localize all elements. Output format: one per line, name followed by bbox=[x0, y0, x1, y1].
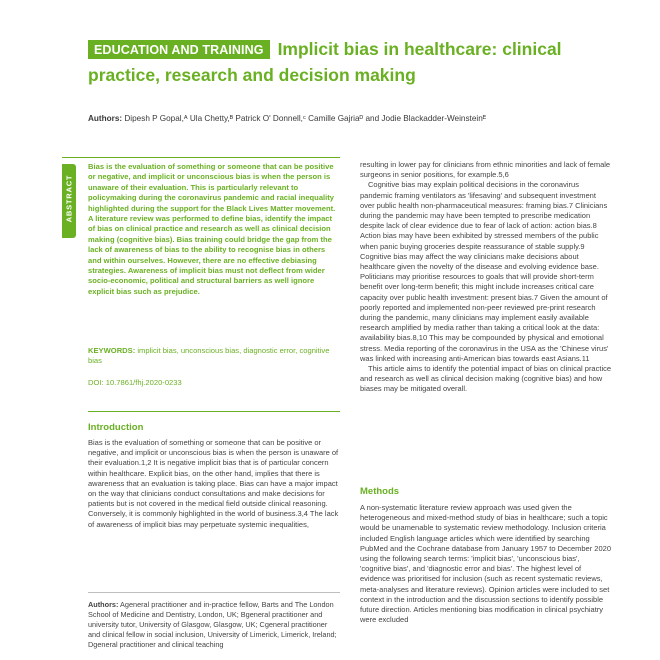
article-title: Implicit bias in healthcare: clinical practice, research and decision making bbox=[88, 39, 562, 85]
doi[interactable]: DOI: 10.7861/fhj.2020-0233 bbox=[88, 378, 182, 387]
affiliations-label: Authors: bbox=[88, 600, 119, 609]
abstract-tab-label: ABSTRACT bbox=[64, 174, 74, 223]
introduction-heading: Introduction bbox=[88, 422, 144, 433]
keywords-list: implicit bias, unconscious bias, diagnostic error, cognitive bias bbox=[88, 346, 330, 366]
affiliations-divider bbox=[88, 592, 340, 593]
right-paragraph-3: This article aims to identify the potential impact of bias on clinical practice and research as well as clinical decision making (cognitive bias) and how biases may be mitigated overall. bbox=[360, 364, 612, 394]
author-names: Dipesh P Gopal,ᴬ Ula Chetty,ᴮ Patrick O' Donnell,ᶜ Camille Gajriaᴰ and Jodie Blackadder-Weinsteinᴱ bbox=[124, 114, 487, 123]
authors-label: Authors: bbox=[88, 114, 123, 123]
right-paragraph-1: resulting in lower pay for clinicians from ethnic minorities and lack of female surgeons in senior positions, for example.5,6 bbox=[360, 160, 611, 180]
abstract-text: Bias is the evaluation of something or someone that can be positive or negative, and implicit or unconscious bias is when the person is unaware of their evaluation. This is particularly relevant to policymaking during the coronavirus pandemic and racial inequality highlighted during the support for the Black Lives Matter movement. A literature review was performed to define bias, identify the impact of bias on clinical practice and research as well as clinical decision making (cognitive bias). Bias training could bridge the gap from the lack of awareness of bias to the ability to recognise bias in others and within ourselves. However, there are no effective debiasing strategies. Awareness of implicit bias must not deflect from wider socio-economic, political and structural barriers as well ignore explicit bias such as prejudice. bbox=[88, 162, 336, 296]
section-badge: EDUCATION AND TRAINING bbox=[88, 40, 270, 59]
methods-heading: Methods bbox=[360, 486, 400, 497]
methods-text: A non-systematic literature review approach was used given the heterogeneous and mixed-method study of bias in healthcare; such a topic would be unamenable to systematic review methodology. Inclusion criteria included English language articles which were identified by searching PubMed and the Cochrane database from January 1957 to December 2020 using the following search terms: 'implicit bias', 'unconscious bias', 'cognitive bias', and 'diagnostic error and bias'. The highest level of evidence was prioritised for inclusion (such as recent systematic reviews, meta-analyses and literature reviews). Opinion articles were included to set context in the introduction and the discussion sections to identify possible future direction. Articles mentioning bias modification in clinical psychiatry were excluded bbox=[360, 503, 611, 625]
keywords bbox=[88, 346, 338, 367]
author-list bbox=[88, 114, 628, 123]
article-header bbox=[88, 36, 608, 88]
keywords-label: KEYWORDS: bbox=[88, 346, 136, 355]
right-paragraph-2: Cognitive bias may explain political decisions in the coronavirus pandemic framing ventilators as 'lifesaving' and subsequent investment over public health non-pharmaceutical measures: framing bias.7 Clinicians during the pandemic may have been tempted to prescribe medication despite lack of clear evidence due to fear of lack of action: action bias.8 Action bias may have been exhibited by stressed members of the public when panic buying groceries despite reassurance of stable supply.9 Cognitive bias may affect the way clinicians make decisions about healthcare given the novelty of the disease and evolving evidence base. Politicians may prioritise resources to goals that will provide short-term benefit over long-term benefit; this might include increases critical care capacity over public health investment: present bias.7 Given the amount of poorly reported and implemented non-peer reviewed pre-print research during the pandemic, many clinicians may implement easily available research amplified by media rather than taking a critical look at the data: availability bias.8,10 This may be compounded by physical and emotional stress. Media reporting of the coronavirus in the USA as the 'Chinese virus' was linked with increasing anti-American bias towards east Asians.11 bbox=[360, 180, 609, 363]
affiliations-text: Ageneral practitioner and in-practice fellow, Barts and The London School of Medicine and Dentistry, London, UK; Bgeneral practitioner and university tutor, University of Glasgow, Glasgow, UK; Cgeneral practitioner and clinical fellow in social inclusion, University of Limerick, Limerick, Ireland; Dgeneral practitioner and clinical teaching bbox=[88, 600, 337, 649]
introduction-text: Bias is the evaluation of something or someone that can be positive or negative, and implicit or unconscious bias is when the person is unaware of their evaluation.1,2 It is negative implicit bias that is of particular concern within healthcare. Explicit bias, on the other hand, implies that there is awareness that an evaluation is taking place. Bias can have a major impact on the way that clinicians conduct consultations and make decisions for patients but is not covered in the medical field outside clinical reasoning. Conversely, it is commonly highlighted in the world of business.3,4 The lack of awareness of implicit bias may perpetuate systemic inequalities, bbox=[88, 438, 339, 529]
abstract-tab bbox=[62, 164, 76, 238]
abstract-divider bbox=[88, 411, 340, 412]
right-column bbox=[360, 160, 612, 395]
affiliations bbox=[88, 600, 340, 650]
